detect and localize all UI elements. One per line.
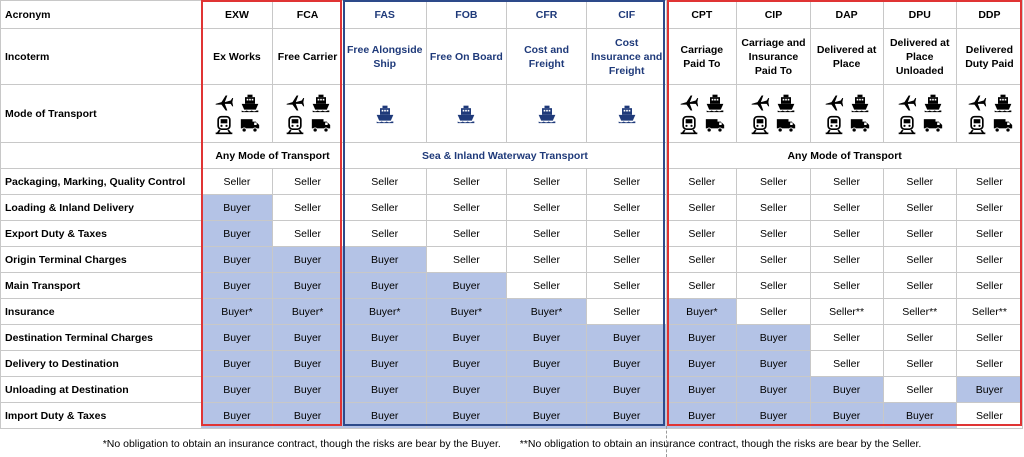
cell-exw: Buyer: [202, 403, 272, 429]
mode-header: Mode of Transport: [1, 85, 202, 143]
mode-row: [1, 85, 1023, 143]
cell-fca: Seller: [272, 195, 343, 221]
cell-cip: Seller: [737, 273, 810, 299]
responsibility-row: [1, 351, 1023, 377]
row-label: Main Transport: [1, 273, 202, 299]
cell-fob: Seller: [426, 169, 506, 195]
cell-dap: Seller: [810, 247, 883, 273]
cell-cif: Buyer: [587, 403, 667, 429]
acronym-fob: FOB: [426, 1, 506, 29]
acronym-ddp: DDP: [956, 1, 1022, 29]
cell-dap: Seller: [810, 325, 883, 351]
mode-icons-cfr: [506, 85, 586, 143]
cell-fob: Seller: [426, 247, 506, 273]
cell-fob: Seller: [426, 221, 506, 247]
responsibility-row: [1, 377, 1023, 403]
incoterm-name-ddp: Delivered Duty Paid: [956, 29, 1022, 85]
cell-exw: Buyer: [202, 351, 272, 377]
cell-cip: Seller: [737, 221, 810, 247]
row-label: Export Duty & Taxes: [1, 221, 202, 247]
cell-cip: Buyer: [737, 325, 810, 351]
train-icon: [750, 115, 770, 135]
mode-icons-ddp: [956, 85, 1022, 143]
incoterm-header: Incoterm: [1, 29, 202, 85]
incoterm-name-dpu: Delivered at Place Unloaded: [883, 29, 956, 85]
cell-cip: Seller: [737, 247, 810, 273]
cell-fas: Buyer: [343, 273, 426, 299]
ship-icon: [240, 93, 260, 113]
cell-dap: Seller: [810, 195, 883, 221]
plane-icon: [967, 93, 987, 113]
cell-ddp: Seller: [956, 403, 1022, 429]
plane-icon: [897, 93, 917, 113]
truck-icon: [993, 115, 1013, 135]
group-row: [1, 143, 1023, 169]
cell-exw: Buyer: [202, 195, 272, 221]
train-icon: [214, 115, 234, 135]
train-icon: [824, 115, 844, 135]
cell-dap: Seller**: [810, 299, 883, 325]
cell-fca: Buyer: [272, 247, 343, 273]
truck-icon: [923, 115, 943, 135]
cell-fca: Seller: [272, 221, 343, 247]
ship-icon: [923, 93, 943, 113]
row-label: Packaging, Marking, Quality Control: [1, 169, 202, 195]
cell-cfr: Seller: [506, 169, 586, 195]
cell-fas: Seller: [343, 221, 426, 247]
group-label-0: Any Mode of Transport: [202, 143, 343, 169]
cell-fas: Seller: [343, 195, 426, 221]
mode-icons-fob: [426, 85, 506, 143]
row-label: Destination Terminal Charges: [1, 325, 202, 351]
cell-cpt: Buyer: [667, 377, 737, 403]
cell-fas: Buyer: [343, 247, 426, 273]
cell-cpt: Seller: [667, 247, 737, 273]
plane-icon: [824, 93, 844, 113]
cell-fas: Buyer*: [343, 299, 426, 325]
cell-cfr: Seller: [506, 247, 586, 273]
cell-dpu: Seller: [883, 169, 956, 195]
cell-fob: Buyer*: [426, 299, 506, 325]
cell-cpt: Seller: [667, 169, 737, 195]
cell-fas: Buyer: [343, 377, 426, 403]
cell-fca: Buyer: [272, 403, 343, 429]
acronym-exw: EXW: [202, 1, 272, 29]
cell-fas: Buyer: [343, 325, 426, 351]
group-label-2: Any Mode of Transport: [667, 143, 1023, 169]
row-label: Loading & Inland Delivery: [1, 195, 202, 221]
cell-cif: Seller: [587, 299, 667, 325]
cell-fob: Buyer: [426, 403, 506, 429]
responsibility-row: [1, 247, 1023, 273]
mode-icons-cpt: [667, 85, 737, 143]
row-label: Delivery to Destination: [1, 351, 202, 377]
cell-fca: Buyer: [272, 325, 343, 351]
ship-icon: [375, 104, 395, 124]
cell-dpu: Seller: [883, 325, 956, 351]
plane-icon: [214, 93, 234, 113]
cell-dpu: Seller: [883, 377, 956, 403]
acronym-cif: CIF: [587, 1, 667, 29]
incoterm-name-dap: Delivered at Place: [810, 29, 883, 85]
cell-exw: Buyer: [202, 325, 272, 351]
footnotes: [0, 438, 1024, 450]
cell-exw: Seller: [202, 169, 272, 195]
cell-dap: Seller: [810, 351, 883, 377]
acronym-dap: DAP: [810, 1, 883, 29]
cell-cif: Seller: [587, 169, 667, 195]
incoterm-name-cif: Cost Insurance and Freight: [587, 29, 667, 85]
footnote-buyer: *No obligation to obtain an insurance contract, though the risks are bear by the Buyer.: [102, 438, 501, 450]
plane-icon: [285, 93, 305, 113]
cell-cfr: Buyer: [506, 403, 586, 429]
cell-fob: Buyer: [426, 273, 506, 299]
truck-icon: [705, 115, 725, 135]
responsibility-row: [1, 403, 1023, 429]
responsibility-row: [1, 273, 1023, 299]
cell-dpu: Seller: [883, 195, 956, 221]
cell-fob: Buyer: [426, 325, 506, 351]
cell-fob: Buyer: [426, 377, 506, 403]
cell-ddp: Seller: [956, 221, 1022, 247]
acronym-fca: FCA: [272, 1, 343, 29]
cell-cip: Seller: [737, 169, 810, 195]
cell-cfr: Seller: [506, 195, 586, 221]
cell-exw: Buyer: [202, 221, 272, 247]
cell-dap: Seller: [810, 221, 883, 247]
cell-cpt: Buyer*: [667, 299, 737, 325]
truck-icon: [311, 115, 331, 135]
incoterm-name-cfr: Cost and Freight: [506, 29, 586, 85]
acronym-dpu: DPU: [883, 1, 956, 29]
cell-cfr: Buyer: [506, 351, 586, 377]
cell-cfr: Buyer: [506, 325, 586, 351]
cell-fca: Buyer*: [272, 299, 343, 325]
cell-cfr: Buyer*: [506, 299, 586, 325]
cell-cfr: Seller: [506, 221, 586, 247]
cell-exw: Buyer*: [202, 299, 272, 325]
acronym-cip: CIP: [737, 1, 810, 29]
cell-ddp: Seller: [956, 195, 1022, 221]
cell-exw: Buyer: [202, 377, 272, 403]
train-icon: [967, 115, 987, 135]
incoterm-name-fas: Free Alongside Ship: [343, 29, 426, 85]
incoterm-name-fob: Free On Board: [426, 29, 506, 85]
cell-dpu: Seller**: [883, 299, 956, 325]
acronym-row: [1, 1, 1023, 29]
row-label: Unloading at Destination: [1, 377, 202, 403]
mode-icons-dpu: [883, 85, 956, 143]
cell-fas: Seller: [343, 169, 426, 195]
cell-cpt: Seller: [667, 273, 737, 299]
ship-icon: [705, 93, 725, 113]
incoterm-name-exw: Ex Works: [202, 29, 272, 85]
plane-icon: [679, 93, 699, 113]
cell-cip: Buyer: [737, 377, 810, 403]
mode-icons-cip: [737, 85, 810, 143]
row-label: Origin Terminal Charges: [1, 247, 202, 273]
cell-ddp: Buyer: [956, 377, 1022, 403]
cell-cif: Buyer: [587, 325, 667, 351]
incoterm-name-cip: Carriage and Insurance Paid To: [737, 29, 810, 85]
cell-cpt: Buyer: [667, 325, 737, 351]
cell-cpt: Seller: [667, 221, 737, 247]
cell-cip: Seller: [737, 195, 810, 221]
acronym-header: Acronym: [1, 1, 202, 29]
cell-fob: Buyer: [426, 351, 506, 377]
group-label-1: Sea & Inland Waterway Transport: [343, 143, 667, 169]
cell-dpu: Seller: [883, 247, 956, 273]
cell-dpu: Seller: [883, 351, 956, 377]
acronym-fas: FAS: [343, 1, 426, 29]
mode-icons-fas: [343, 85, 426, 143]
cell-dap: Buyer: [810, 403, 883, 429]
train-icon: [285, 115, 305, 135]
ship-icon: [537, 104, 557, 124]
mode-icons-fca: [272, 85, 343, 143]
cell-ddp: Seller: [956, 325, 1022, 351]
cell-ddp: Seller: [956, 351, 1022, 377]
cell-dpu: Buyer: [883, 403, 956, 429]
cell-fas: Buyer: [343, 403, 426, 429]
group-spacer: [1, 143, 202, 169]
responsibility-row: [1, 325, 1023, 351]
ship-icon: [776, 93, 796, 113]
cell-ddp: Seller: [956, 247, 1022, 273]
responsibility-row: [1, 195, 1023, 221]
cell-cfr: Buyer: [506, 377, 586, 403]
cell-fca: Buyer: [272, 273, 343, 299]
cell-exw: Buyer: [202, 273, 272, 299]
train-icon: [897, 115, 917, 135]
ship-icon: [617, 104, 637, 124]
mode-icons-dap: [810, 85, 883, 143]
cell-fca: Seller: [272, 169, 343, 195]
train-icon: [679, 115, 699, 135]
cell-cif: Seller: [587, 273, 667, 299]
incoterm-row: [1, 29, 1023, 85]
incoterm-name-fca: Free Carrier: [272, 29, 343, 85]
mode-icons-exw: [202, 85, 272, 143]
truck-icon: [240, 115, 260, 135]
cell-dap: Seller: [810, 273, 883, 299]
cell-cpt: Buyer: [667, 403, 737, 429]
footnote-seller: **No obligation to obtain an insurance contract, though the risks are bear by the Seller.: [519, 438, 922, 450]
ship-icon: [311, 93, 331, 113]
cell-cif: Buyer: [587, 377, 667, 403]
cell-dpu: Seller: [883, 221, 956, 247]
cell-cif: Seller: [587, 247, 667, 273]
cell-cif: Buyer: [587, 351, 667, 377]
plane-icon: [750, 93, 770, 113]
cell-fob: Seller: [426, 195, 506, 221]
cell-fca: Buyer: [272, 377, 343, 403]
cell-cpt: Buyer: [667, 351, 737, 377]
cell-exw: Buyer: [202, 247, 272, 273]
ship-icon: [993, 93, 1013, 113]
row-label: Insurance: [1, 299, 202, 325]
row-label: Import Duty & Taxes: [1, 403, 202, 429]
cell-ddp: Seller**: [956, 299, 1022, 325]
cell-cif: Seller: [587, 221, 667, 247]
acronym-cpt: CPT: [667, 1, 737, 29]
cell-cip: Buyer: [737, 403, 810, 429]
cell-dap: Seller: [810, 169, 883, 195]
responsibility-row: [1, 221, 1023, 247]
cell-ddp: Seller: [956, 169, 1022, 195]
mode-icons-cif: [587, 85, 667, 143]
truck-icon: [850, 115, 870, 135]
cell-fca: Buyer: [272, 351, 343, 377]
cell-dpu: Seller: [883, 273, 956, 299]
cell-dap: Buyer: [810, 377, 883, 403]
responsibility-row: [1, 299, 1023, 325]
cell-cif: Seller: [587, 195, 667, 221]
cell-cip: Seller: [737, 299, 810, 325]
ship-icon: [456, 104, 476, 124]
responsibility-row: [1, 169, 1023, 195]
cell-cpt: Seller: [667, 195, 737, 221]
cell-ddp: Seller: [956, 273, 1022, 299]
cell-fas: Buyer: [343, 351, 426, 377]
incoterm-name-cpt: Carriage Paid To: [667, 29, 737, 85]
cell-cip: Buyer: [737, 351, 810, 377]
acronym-cfr: CFR: [506, 1, 586, 29]
ship-icon: [850, 93, 870, 113]
cell-cfr: Seller: [506, 273, 586, 299]
truck-icon: [776, 115, 796, 135]
